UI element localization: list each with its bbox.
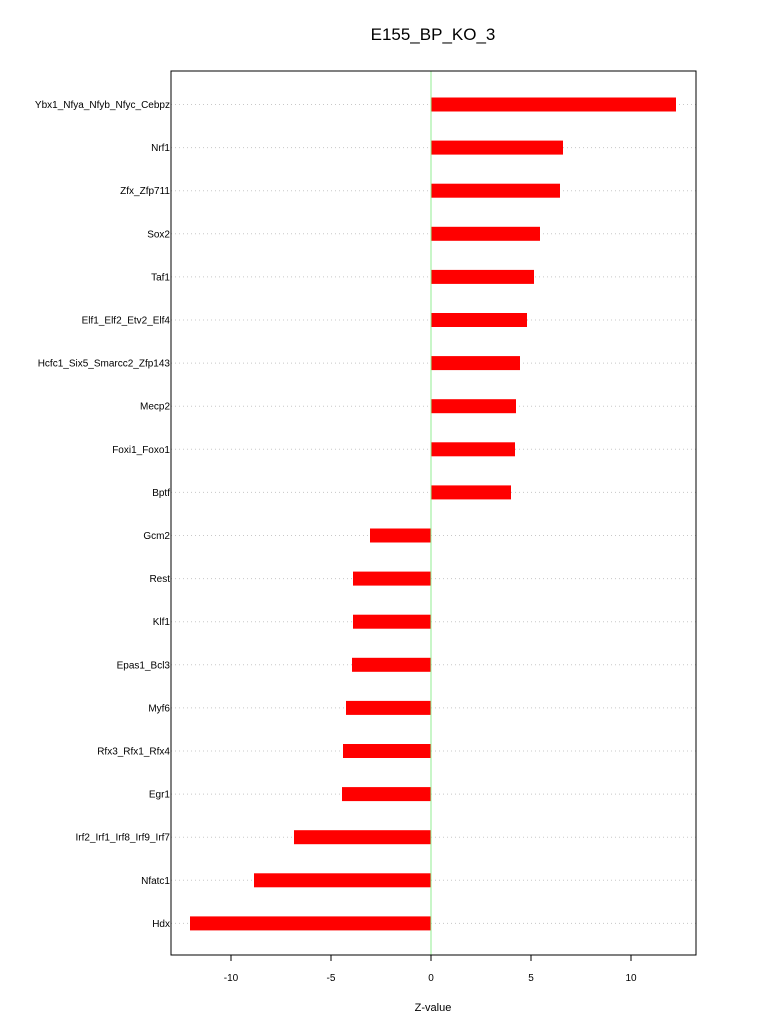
bar-rfx3-rfx1-rfx4 bbox=[343, 744, 431, 758]
bar-klf1 bbox=[353, 615, 431, 629]
bar-taf1 bbox=[431, 270, 534, 284]
x-tick-label: -10 bbox=[223, 973, 239, 984]
bar-hcfc1-six5-smarcc2-zfp143 bbox=[431, 356, 520, 370]
bar-layer bbox=[190, 98, 676, 931]
category-label-elf1-elf2-etv2-elf4: Elf1_Elf2_Etv2_Elf4 bbox=[81, 315, 170, 327]
category-labels bbox=[35, 100, 171, 930]
bar-foxi1-foxo1 bbox=[431, 442, 515, 456]
category-label-mecp2: Mecp2 bbox=[139, 401, 170, 413]
category-label-sox2: Sox2 bbox=[147, 229, 170, 241]
bar-sox2 bbox=[431, 227, 540, 241]
category-label-rest: Rest bbox=[149, 574, 170, 586]
bar-irf2-irf1-irf8-irf9-irf7 bbox=[294, 830, 431, 844]
category-label-bptf: Bptf bbox=[152, 487, 170, 499]
category-label-gcm2: Gcm2 bbox=[143, 531, 170, 542]
bar-egr1 bbox=[342, 787, 431, 801]
category-label-nfatc1: Nfatc1 bbox=[141, 875, 170, 887]
x-tick-label: 0 bbox=[428, 973, 434, 984]
category-label-foxi1-foxo1: Foxi1_Foxo1 bbox=[112, 444, 170, 456]
x-tick-label: -5 bbox=[326, 973, 336, 984]
bar-nfatc1 bbox=[254, 873, 431, 887]
bar-mecp2 bbox=[431, 399, 516, 413]
category-label-zfx-zfp711: Zfx_Zfp711 bbox=[120, 186, 170, 198]
category-label-klf1: Klf1 bbox=[152, 617, 170, 629]
category-label-epas1-bcl3: Epas1_Bcl3 bbox=[116, 660, 170, 672]
bar-ybx1-nfya-nfyb-nfyc-cebpz bbox=[431, 98, 676, 112]
category-label-taf1: Taf1 bbox=[151, 272, 170, 284]
x-tick-label: 10 bbox=[625, 973, 637, 984]
x-axis bbox=[224, 955, 637, 984]
category-label-egr1: Egr1 bbox=[148, 789, 170, 801]
category-label-hcfc1-six5-smarcc2-zfp143: Hcfc1_Six5_Smarcc2_Zfp143 bbox=[37, 358, 170, 370]
category-label-rfx3-rfx1-rfx4: Rfx3_Rfx1_Rfx4 bbox=[97, 746, 170, 758]
bar-myf6 bbox=[346, 701, 431, 715]
bar-nrf1 bbox=[431, 141, 563, 155]
x-tick-label: 5 bbox=[528, 973, 534, 984]
category-label-nrf1: Nrf1 bbox=[151, 143, 170, 155]
chart-title: E155_BP_KO_3 bbox=[370, 25, 496, 44]
bar-hdx bbox=[190, 916, 431, 930]
bar-rest bbox=[353, 572, 431, 586]
category-label-irf2-irf1-irf8-irf9-irf7: Irf2_Irf1_Irf8_Irf9_Irf7 bbox=[75, 832, 170, 844]
category-label-ybx1-nfya-nfyb-nfyc-cebpz: Ybx1_Nfya_Nfyb_Nfyc_Cebpz bbox=[34, 100, 170, 111]
x-axis-label: Z-value bbox=[414, 1002, 452, 1014]
bar-gcm2 bbox=[370, 529, 431, 543]
category-label-hdx: Hdx bbox=[152, 918, 170, 930]
bar-epas1-bcl3 bbox=[352, 658, 431, 672]
plot-frame bbox=[171, 71, 696, 955]
category-label-myf6: Myf6 bbox=[148, 703, 170, 715]
bar-zfx-zfp711 bbox=[431, 184, 560, 198]
bar-elf1-elf2-etv2-elf4 bbox=[431, 313, 527, 327]
bar-bptf bbox=[431, 485, 511, 499]
